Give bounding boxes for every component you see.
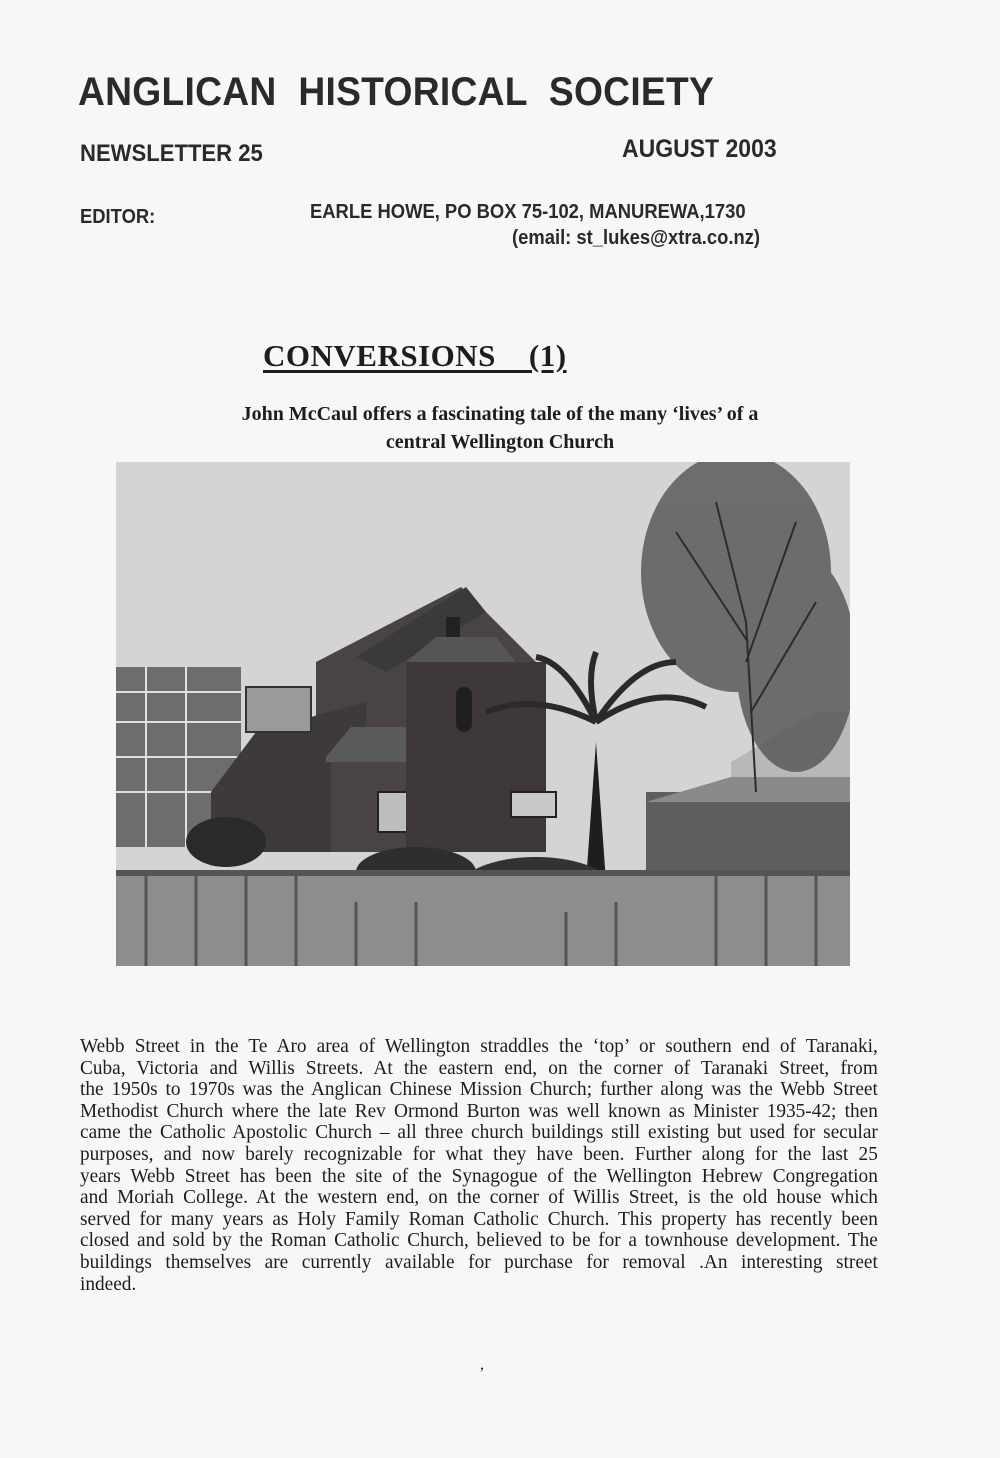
subtitle-line: central Wellington Church — [385, 431, 615, 453]
church-photo-icon — [116, 462, 850, 966]
body-line: buildings themselves are currently available for purchase for removal .An interesting street — [80, 1251, 878, 1273]
body-line: indeed. — [80, 1273, 137, 1295]
body-line: Methodist Church where the late Rev Ormond Burton was well known as Minister 1935-42; then — [80, 1100, 878, 1122]
society-title: ANGLICAN HISTORICAL SOCIETY — [78, 70, 715, 114]
body-line: Webb Street in the Te Aro area of Wellington straddles the ‘top’ or southern end of Taranaki, — [80, 1036, 878, 1057]
article-body — [80, 1036, 890, 1295]
newsletter-number: NEWSLETTER 25 — [80, 140, 263, 167]
body-line: and Moriah College. At the western end, on the corner of Willis Street, is the old house which — [80, 1187, 878, 1209]
subtitle-line: John McCaul offers a fascinating tale of the many ‘lives’ of a — [241, 403, 759, 425]
article-subtitle — [100, 400, 900, 456]
body-line: Cuba, Victoria and Willis Streets. At the eastern end, on the corner of Taranaki Street, from — [80, 1057, 878, 1079]
body-line: the 1950s to 1970s was the Anglican Chinese Mission Church; further along was the Webb Street — [80, 1079, 878, 1101]
newsletter-date: AUGUST 2003 — [622, 135, 777, 163]
editor-email: (email: st_lukes@xtra.co.nz) — [512, 227, 761, 249]
editor-label: EDITOR: — [80, 206, 156, 228]
body-line: closed and sold by the Roman Catholic Church, believed to be for a townhouse development. The — [80, 1230, 878, 1252]
editor-address: EARLE HOWE, PO BOX 75-102, MANUREWA,1730 — [310, 201, 746, 223]
body-line: years Webb Street has been the site of the Synagogue of the Wellington Hebrew Congregation — [80, 1165, 878, 1187]
stray-mark: , — [480, 1356, 484, 1373]
article-title: CONVERSIONS (1) — [263, 338, 567, 373]
church-photo — [116, 462, 850, 966]
body-line: came the Catholic Apostolic Church – all three church buildings still existing but used for secular — [80, 1122, 878, 1144]
body-line: served for many years as Holy Family Roman Catholic Church. This property has recently been — [80, 1208, 878, 1230]
body-line: purposes, and now barely recognizable for what they have been. Further along for the last 25 — [80, 1143, 878, 1165]
